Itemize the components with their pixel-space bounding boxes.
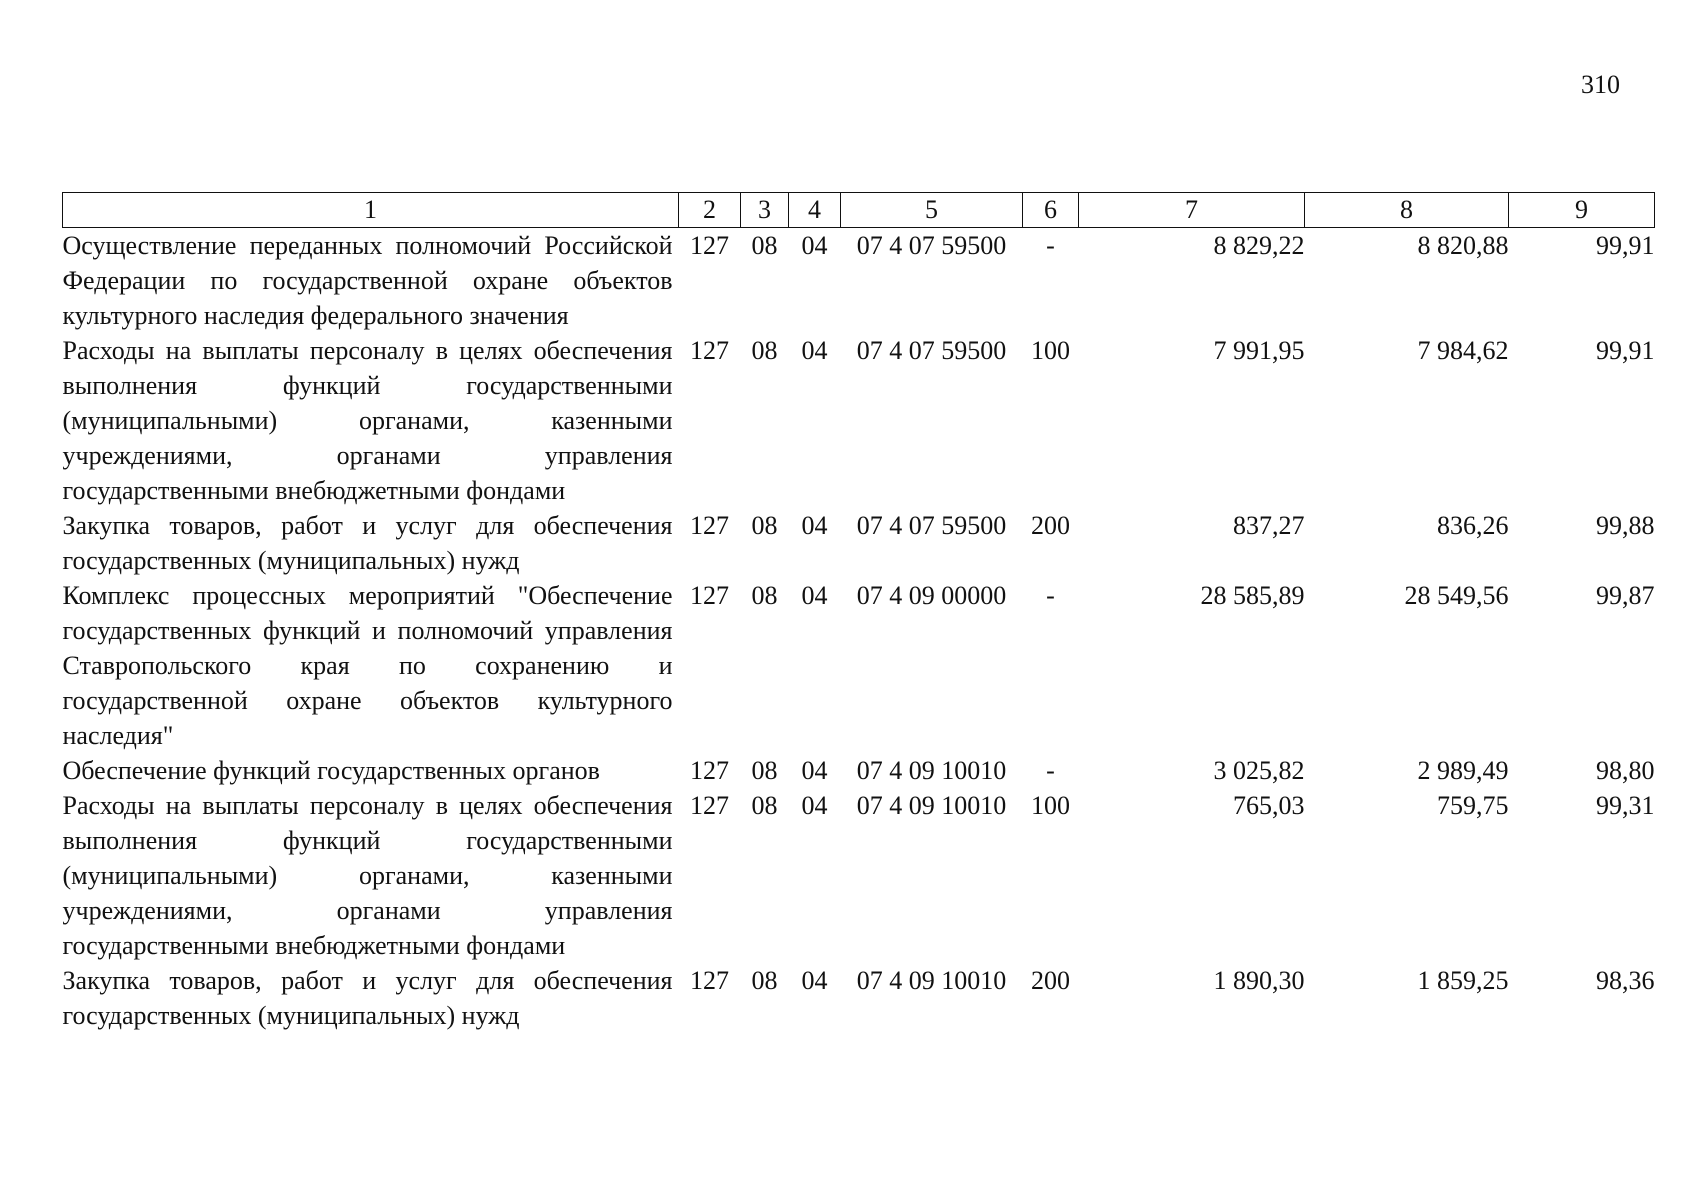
row-code-5: 07 4 09 10010 [856,791,1007,820]
row-value-9: 99,87 [1596,581,1655,610]
row-value-8: 1 859,25 [1417,966,1509,995]
row-value-9: 99,88 [1596,511,1655,540]
row-code-4: 04 [801,791,828,820]
table-row [63,788,1655,963]
row-code-4: 04 [801,581,828,610]
table-row [63,228,1655,334]
header-col-9: 9 [1509,193,1655,228]
row-name: Закупка товаров, работ и услуг для обеспечения государственных (муниципальных) нужд [62,966,673,1030]
table-row [63,963,1655,1033]
row-code-5: 07 4 09 00000 [856,581,1007,610]
row-name: Обеспечение функций государственных органов [62,756,600,785]
row-value-8: 759,75 [1437,791,1509,820]
header-col-7: 7 [1079,193,1305,228]
table-row [63,333,1655,508]
row-value-9: 98,80 [1596,756,1655,785]
budget-table [62,192,1655,1033]
header-col-1: 1 [63,193,679,228]
row-code-2: 127 [690,791,729,820]
row-code-3: 08 [751,511,778,540]
row-code-6: 100 [1031,336,1070,365]
row-name: Комплекс процессных мероприятий "Обеспечение государственных функций и полномочий управления Ставропольского края по сохранению и государственной охране объектов культурного наследия" [62,581,673,750]
row-code-4: 04 [801,231,828,260]
header-col-4: 4 [789,193,841,228]
row-code-6: 100 [1031,791,1070,820]
row-code-3: 08 [751,791,778,820]
row-code-4: 04 [801,336,828,365]
row-name: Осуществление переданных полномочий Российской Федерации по государственной охране объектов культурного наследия федерального значения [62,231,673,330]
header-col-5: 5 [841,193,1023,228]
row-code-6: - [1046,756,1055,785]
row-code-5: 07 4 07 59500 [856,231,1007,260]
row-code-2: 127 [690,581,729,610]
row-value-9: 99,31 [1596,791,1655,820]
row-code-2: 127 [690,756,729,785]
table-header-row [63,193,1655,228]
row-code-2: 127 [690,511,729,540]
row-code-5: 07 4 07 59500 [856,511,1007,540]
header-col-3: 3 [741,193,789,228]
row-name: Расходы на выплаты персоналу в целях обеспечения выполнения функций государственными (муниципальными) органами, казенными учреждениями, органами управления государственными внебюджетными фондами [62,336,673,505]
row-value-8: 7 984,62 [1417,336,1509,365]
row-value-9: 99,91 [1596,336,1655,365]
table-row [63,508,1655,578]
row-code-4: 04 [801,966,828,995]
row-code-4: 04 [801,756,828,785]
row-code-3: 08 [751,756,778,785]
header-col-2: 2 [679,193,741,228]
row-value-9: 98,36 [1596,966,1655,995]
row-value-7: 28 585,89 [1200,581,1305,610]
table-row [63,578,1655,753]
row-code-6: - [1046,231,1055,260]
row-value-8: 8 820,88 [1417,231,1509,260]
row-code-6: - [1046,581,1055,610]
row-value-8: 2 989,49 [1417,756,1509,785]
row-value-7: 765,03 [1233,791,1305,820]
row-value-7: 3 025,82 [1213,756,1305,785]
row-code-4: 04 [801,511,828,540]
row-code-3: 08 [751,231,778,260]
row-code-2: 127 [690,966,729,995]
row-value-7: 7 991,95 [1213,336,1305,365]
page-number: 310 [1581,70,1620,99]
row-code-3: 08 [751,581,778,610]
row-code-3: 08 [751,966,778,995]
row-code-6: 200 [1031,511,1070,540]
row-value-7: 1 890,30 [1213,966,1305,995]
row-code-5: 07 4 07 59500 [856,336,1007,365]
row-name: Закупка товаров, работ и услуг для обеспечения государственных (муниципальных) нужд [62,511,673,575]
row-value-7: 8 829,22 [1213,231,1305,260]
row-value-9: 99,91 [1596,231,1655,260]
row-value-8: 836,26 [1437,511,1509,540]
row-name: Расходы на выплаты персоналу в целях обеспечения выполнения функций государственными (муниципальными) органами, казенными учреждениями, органами управления государственными внебюджетными фондами [62,791,673,960]
row-code-5: 07 4 09 10010 [856,966,1007,995]
row-code-2: 127 [690,336,729,365]
row-code-2: 127 [690,231,729,260]
row-code-5: 07 4 09 10010 [856,756,1007,785]
row-value-7: 837,27 [1233,511,1305,540]
row-code-6: 200 [1031,966,1070,995]
row-code-3: 08 [751,336,778,365]
table-row [63,753,1655,788]
header-col-8: 8 [1305,193,1509,228]
header-col-6: 6 [1023,193,1079,228]
row-value-8: 28 549,56 [1404,581,1509,610]
